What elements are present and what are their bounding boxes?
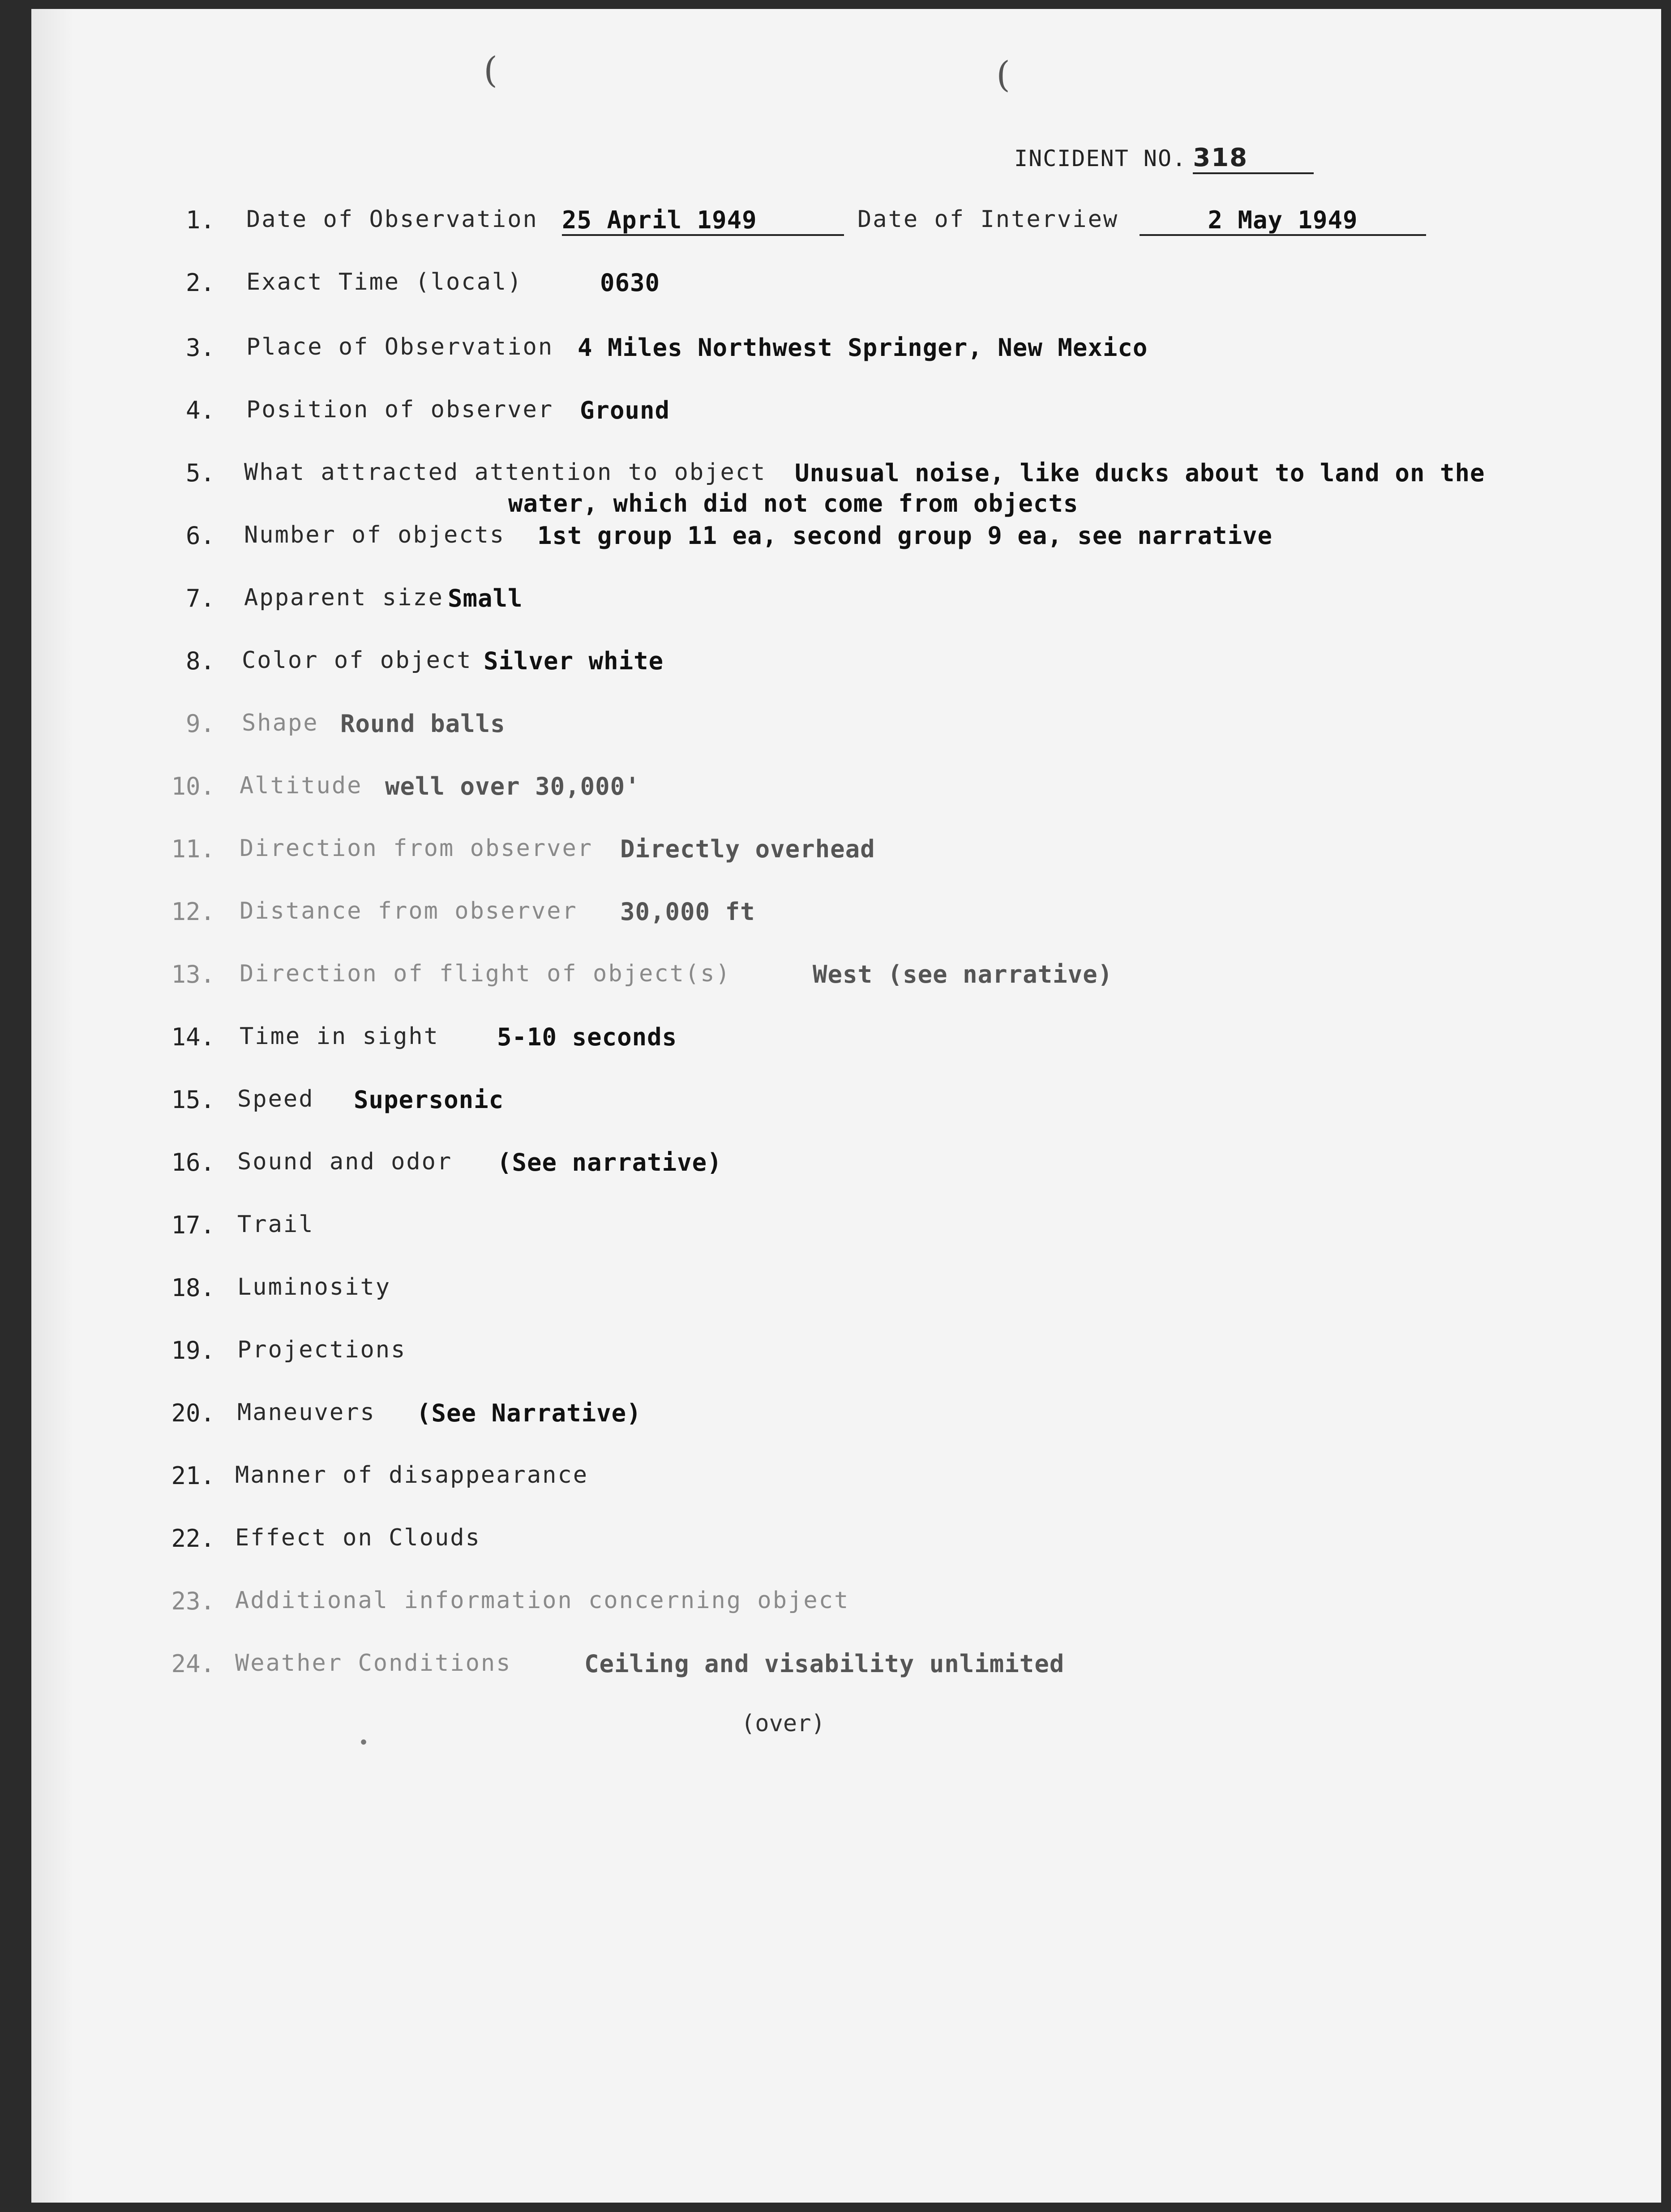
field-number: 18.	[171, 1274, 215, 1302]
field-number: 14.	[171, 1023, 215, 1051]
field-row-16	[0, 1148, 1630, 1189]
field-number: 24.	[171, 1650, 215, 1678]
punch-mark-right: (	[996, 54, 1011, 95]
field-number: 13.	[171, 960, 215, 988]
field-row-15	[0, 1086, 1630, 1126]
field-number: 8.	[185, 647, 215, 675]
field-label: Maneuvers	[237, 1399, 376, 1426]
field-label: Time in sight	[240, 1023, 439, 1050]
field-number: 23.	[171, 1587, 215, 1615]
field-row-12	[0, 898, 1630, 938]
field-label: Shape	[242, 710, 319, 736]
field-row-23	[0, 1587, 1630, 1627]
field-value: Directly overhead	[620, 835, 875, 863]
incident-number: 318	[1193, 143, 1248, 172]
field-number: 16.	[171, 1148, 215, 1177]
field-number: 1.	[185, 206, 215, 234]
field-label-interview: Date of Interview	[857, 206, 1119, 233]
field-number: 6.	[185, 522, 215, 550]
field-value: Ceiling and visability unlimited	[584, 1650, 1065, 1678]
field-label: Direction of flight of object(s)	[240, 960, 731, 987]
field-label: Number of objects	[244, 522, 506, 548]
field-row-18	[0, 1274, 1630, 1314]
field-value: 4 Miles Northwest Springer, New Mexico	[578, 334, 1148, 362]
field-value: 25 April 1949	[562, 206, 844, 236]
field-label: Color of object	[242, 647, 472, 674]
field-label: Date of Observation	[246, 206, 538, 233]
field-label: Additional information concerning object	[235, 1587, 850, 1614]
field-label: Weather Conditions	[235, 1650, 512, 1677]
field-label: Distance from observer	[240, 898, 578, 924]
field-value: Supersonic	[354, 1086, 504, 1114]
field-value: West (see narrative)	[813, 960, 1113, 988]
field-value: Small	[448, 584, 523, 612]
field-value: (See narrative)	[497, 1148, 722, 1177]
field-number: 7.	[185, 584, 215, 612]
field-row-7	[0, 584, 1630, 625]
field-label: Apparent size	[244, 584, 444, 611]
field-number: 19.	[171, 1336, 215, 1365]
field-number: 5.	[185, 459, 215, 487]
field-number: 2.	[185, 269, 215, 297]
field-value: Round balls	[340, 710, 506, 738]
incident-label: INCIDENT NO.	[1014, 145, 1187, 171]
field-row-14	[0, 1023, 1630, 1063]
field-number: 15.	[171, 1086, 215, 1114]
field-number: 9.	[185, 710, 215, 738]
field-value: (See Narrative)	[416, 1399, 642, 1427]
field-number: 4.	[185, 396, 215, 424]
field-row-4	[0, 396, 1630, 436]
speck-mark: •	[358, 1733, 369, 1753]
field-row-2	[0, 269, 1630, 309]
field-label: Manner of disappearance	[235, 1462, 589, 1489]
field-row-11	[0, 835, 1630, 875]
field-row-21	[0, 1462, 1630, 1502]
field-value: Unusual noise, like ducks about to land on the	[795, 459, 1485, 487]
field-row-10	[0, 772, 1630, 813]
field-label: Position of observer	[246, 396, 554, 423]
field-label: Luminosity	[237, 1274, 391, 1301]
field-label: Altitude	[240, 772, 363, 799]
field-value: Ground	[580, 396, 670, 424]
field-row-3	[0, 334, 1630, 374]
field-label: Projections	[237, 1336, 407, 1363]
field-number: 22.	[171, 1524, 215, 1553]
field-number: 10.	[171, 772, 215, 800]
field-label: What attracted attention to object	[244, 459, 767, 486]
field-row-8	[0, 647, 1630, 687]
over-note: (over)	[741, 1710, 825, 1737]
field-label: Speed	[237, 1086, 314, 1112]
field-row-6	[0, 522, 1630, 562]
field-value-continued: water, which did not come from objects	[508, 489, 1079, 518]
field-value: 1st group 11 ea, second group 9 ea, see narrative	[537, 522, 1273, 550]
field-value: 0630	[600, 269, 660, 297]
field-number: 11.	[171, 835, 215, 863]
field-label: Sound and odor	[237, 1148, 453, 1175]
field-label: Direction from observer	[240, 835, 593, 862]
field-value-interview: 2 May 1949	[1140, 206, 1426, 236]
incident-header	[1014, 143, 1314, 174]
field-value: 30,000 ft	[620, 898, 755, 926]
field-row-1	[0, 206, 1630, 246]
field-row-19	[0, 1336, 1630, 1377]
field-row-20	[0, 1399, 1630, 1439]
field-number: 3.	[185, 334, 215, 362]
field-row-13	[0, 960, 1630, 1001]
field-label: Exact Time (local)	[246, 269, 523, 295]
field-number: 12.	[171, 898, 215, 926]
field-row-22	[0, 1524, 1630, 1565]
field-row-24	[0, 1650, 1630, 1690]
field-value: 5-10 seconds	[497, 1023, 677, 1051]
field-label: Place of Observation	[246, 334, 554, 360]
punch-mark-left: (	[484, 49, 498, 91]
field-label: Trail	[237, 1211, 314, 1238]
field-number: 21.	[171, 1462, 215, 1490]
field-value: Silver white	[484, 647, 664, 675]
field-row-17	[0, 1211, 1630, 1251]
field-number: 17.	[171, 1211, 215, 1239]
field-value: well over 30,000'	[385, 772, 640, 800]
field-row-9	[0, 710, 1630, 750]
field-label: Effect on Clouds	[235, 1524, 481, 1551]
field-number: 20.	[171, 1399, 215, 1427]
field-row-5	[0, 459, 1630, 526]
